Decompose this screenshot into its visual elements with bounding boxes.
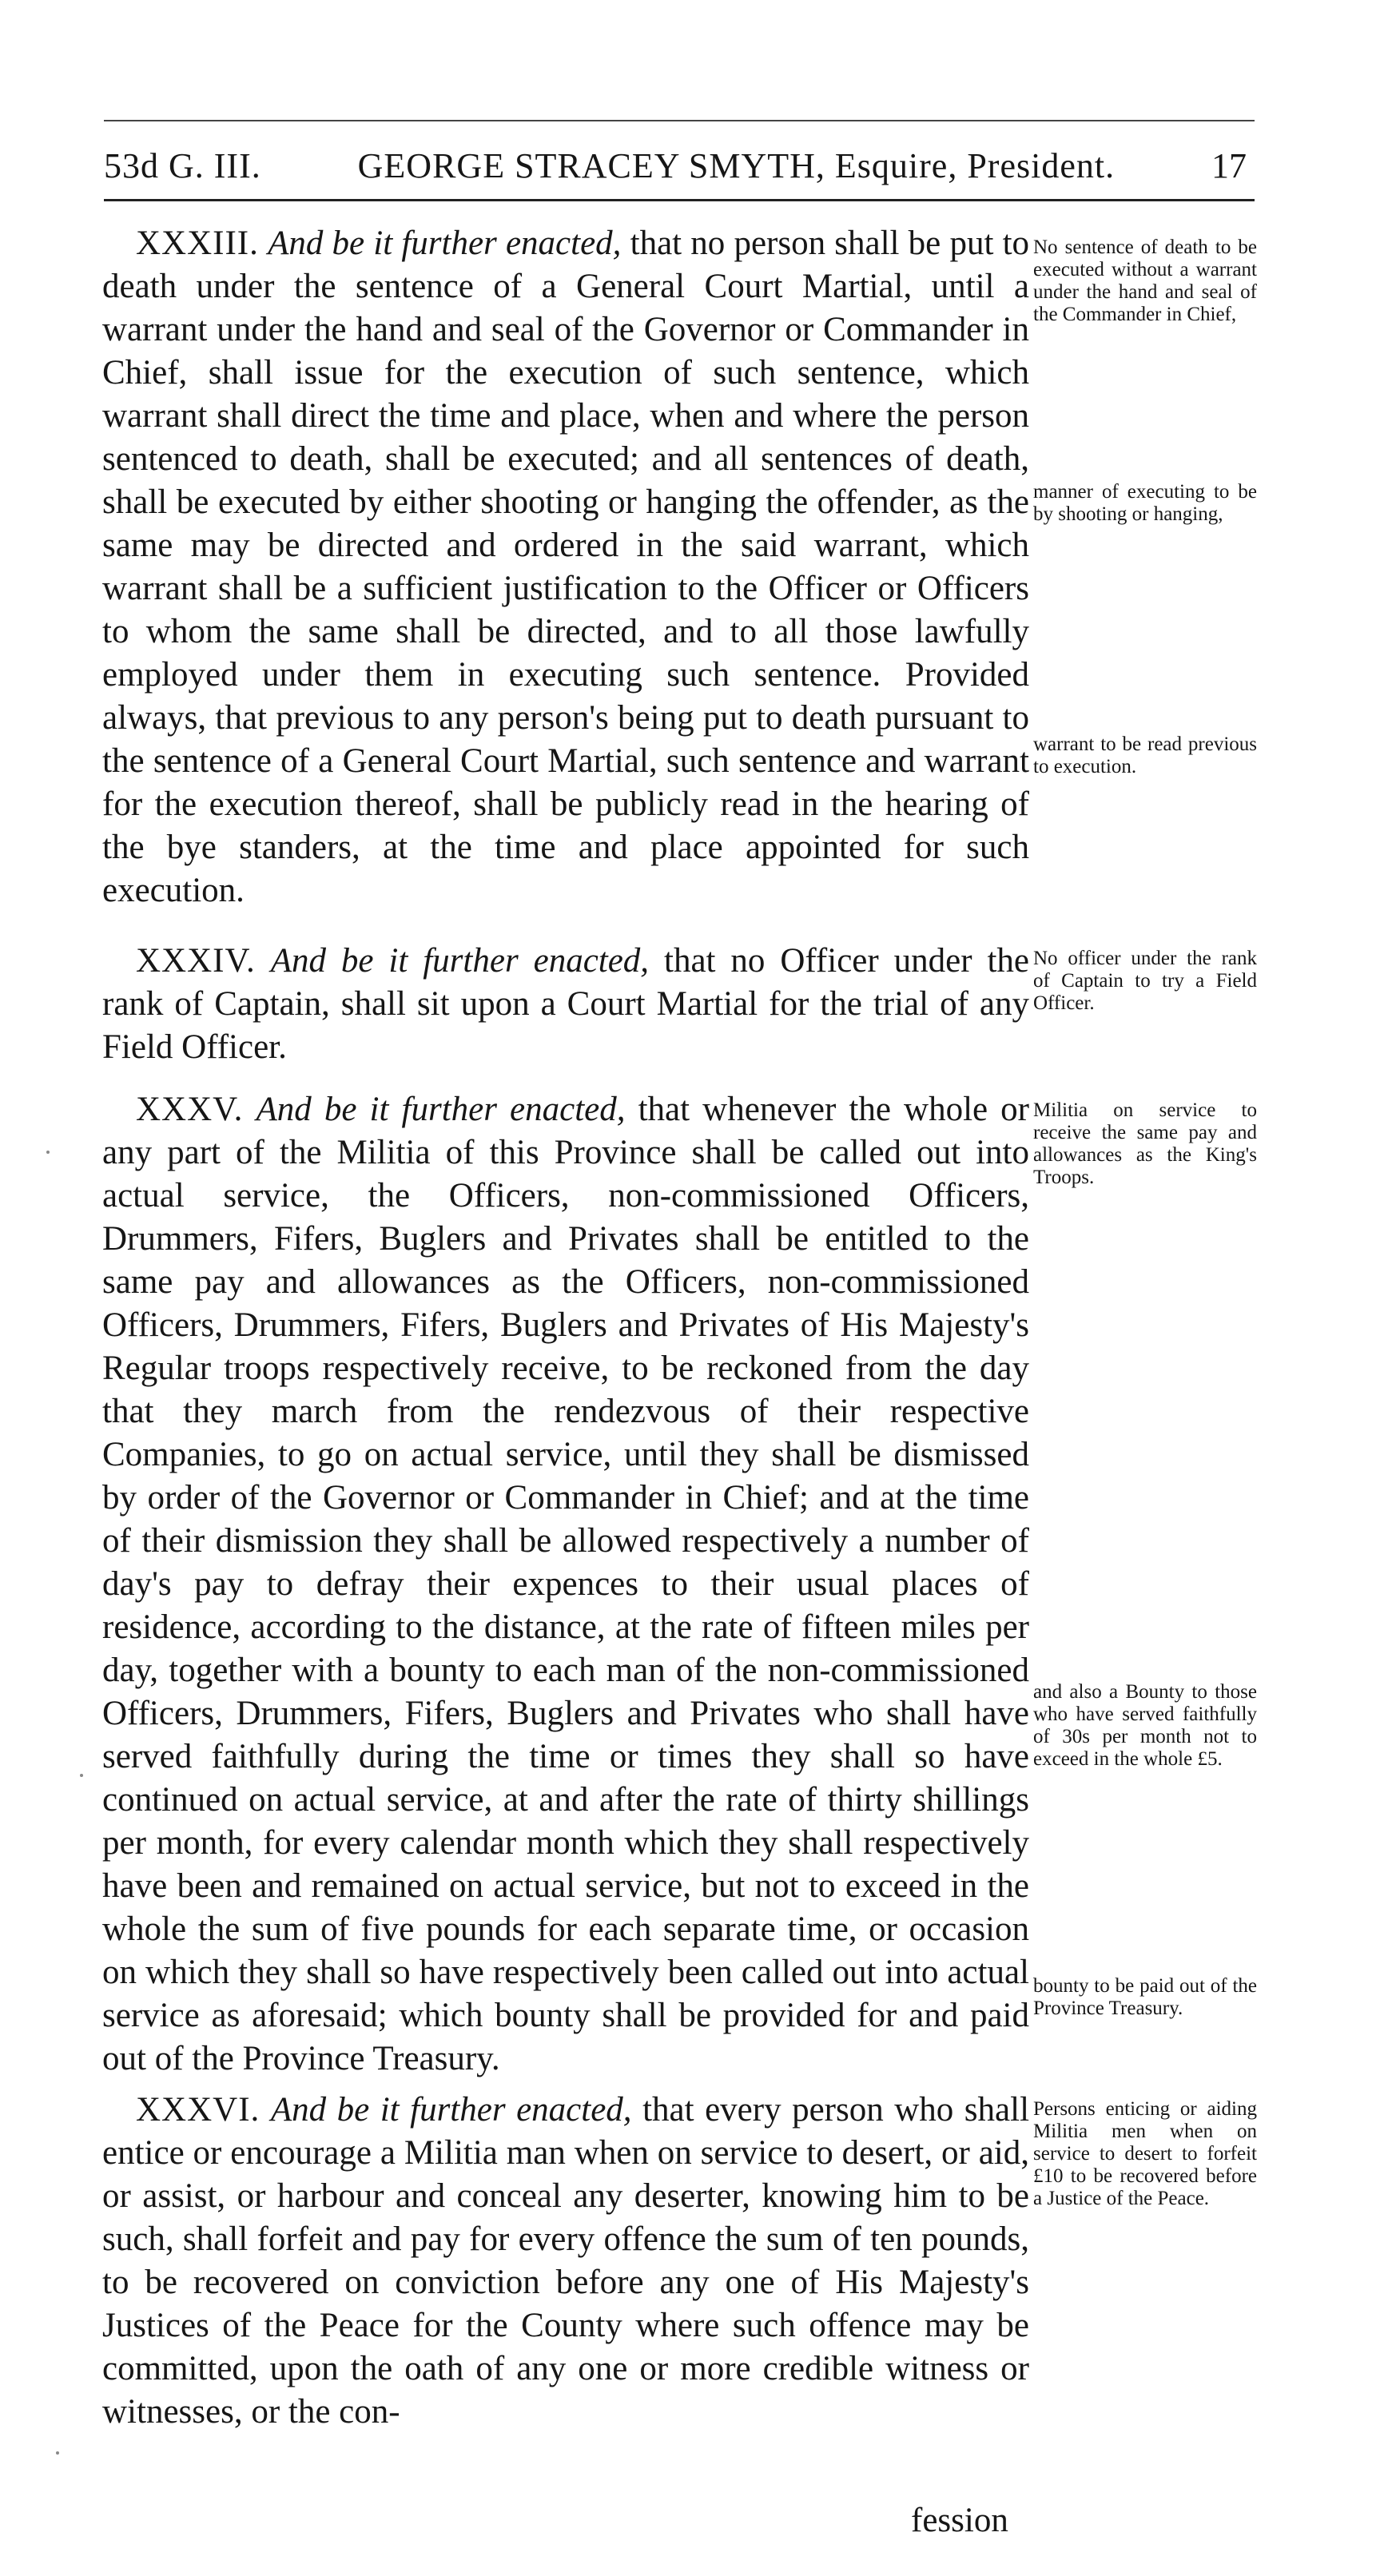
section-body [102, 1088, 1029, 2081]
margin-note: Persons enticing or aiding Militia men when on service to desert to forfeit £10 to be recovered before a Justice of the Peace. [1033, 2098, 1257, 2209]
header-regnal-year: 53d G. III. [104, 146, 261, 185]
enacting-clause: And be it further enacted, [268, 225, 622, 262]
section-numeral: XXXV. [136, 1091, 244, 1128]
section-body [102, 940, 1029, 1069]
paper-speck [46, 1151, 50, 1154]
section-text: that whenever the whole or any part of the Militia of this Province shall be called out into actual service, the Officers, non-commissioned Officers, Drummers, Fifers, Buglers and Privates shall be entitled to the same pay and allowances as the Officers, non-commissioned Officers, Drummers, Fifers, Buglers and Privates of His Majesty's Regular troops respectively receive, to be reckoned from the day that they march from the rendezvous of their respective Companies, to go on actual service, until they shall be dismissed by order of the Governor or Commander in Chief; and at the time of their dismission they shall be allowed respectively a number of day's pay to defray their expences to their usual places of residence, according to the distance, at the rate of fifteen miles per day, together with a bounty to each man of the non-commissioned Officers, Drummers, Fifers, Buglers and Privates who shall have served faithfully during the time or times they shall so have continued on actual service, at and after the rate of thirty shillings per month, for every calendar month which they shall respectively have been and remained on actual service, but not to exceed in the whole the sum of five pounds for each separate time, or occasion on which they shall so have respectively been called out into actual service as aforesaid; which bounty shall be provided for and paid out of the Province Treasury. [102, 1091, 1030, 2077]
enacting-clause: And be it further enacted, [256, 1091, 626, 1128]
margin-note: bounty to be paid out of the Province Treasury. [1033, 1975, 1257, 2019]
margin-note: warrant to be read previous to execution. [1033, 733, 1257, 777]
margin-note: Militia on service to receive the same pay and allowances as the King's Troops. [1033, 1099, 1257, 1188]
catchword: fession [911, 2502, 1008, 2539]
section-numeral: XXXIII. [136, 225, 259, 262]
margin-note: No officer under the rank of Captain to try a Field Officer. [1033, 948, 1257, 1014]
section-text: that every person who shall entice or encourage a Militia man when on service to desert, or aid, or assist, or harbour and conceal any deserter, knowing him to be such, shall forfeit and pay for every offence the sum of ten pounds, to be recovered on conviction before any one of His Majesty's Justices of the Peace for the County where such offence may be committed, upon the oath of any one or more credible witness or witnesses, or the con- [102, 2091, 1030, 2431]
page-number: 17 [1211, 146, 1247, 185]
section-text: that no person shall be put to death under the sentence of a General Court Martial, until a warrant under the hand and seal of the Governor or Commander in Chief, shall issue for the execution of such sentence, which warrant shall direct the time and place, when and where the person sentenced to death, shall be executed; and all sentences of death, shall be executed by either shooting or hanging the offender, as the same may be directed and ordered in the said warrant, which warrant shall be a sufficient justification to the Officer or Officers to whom the same shall be directed, and to all those lawfully employed under them in executing such sentence. Provided always, that previous to any person's being put to death pursuant to the sentence of a General Court Martial, such sentence and warrant for the execution thereof, shall be publicly read in the hearing of the bye standers, at the time and place appointed for such execution. [102, 225, 1030, 909]
margin-note: and also a Bounty to those who have served faithfully of 30s per month not to exceed in the whole £5. [1033, 1681, 1257, 1770]
section-numeral: XXXIV. [136, 942, 256, 980]
margin-note: No sentence of death to be executed without a warrant under the hand and seal of the Commander in Chief, [1033, 237, 1257, 325]
enacting-clause: And be it further enacted, [270, 942, 650, 980]
section-numeral: XXXVI. [136, 2091, 261, 2129]
enacting-clause: And be it further enacted, [270, 2091, 632, 2129]
paper-speck [56, 2451, 59, 2455]
running-header [104, 129, 1255, 201]
section-text: that no Officer under the rank of Captain, shall sit upon a Court Martial for the trial of any Field Officer. [102, 942, 1029, 1066]
header-title: GEORGE STRACEY SMYTH, Esquire, President. [357, 146, 1116, 185]
header-rule [104, 120, 1255, 121]
paper-speck [80, 1774, 83, 1777]
section-body [102, 222, 1029, 912]
margin-note: manner of executing to be by shooting or hanging, [1033, 481, 1257, 525]
section-body [102, 2089, 1029, 2434]
